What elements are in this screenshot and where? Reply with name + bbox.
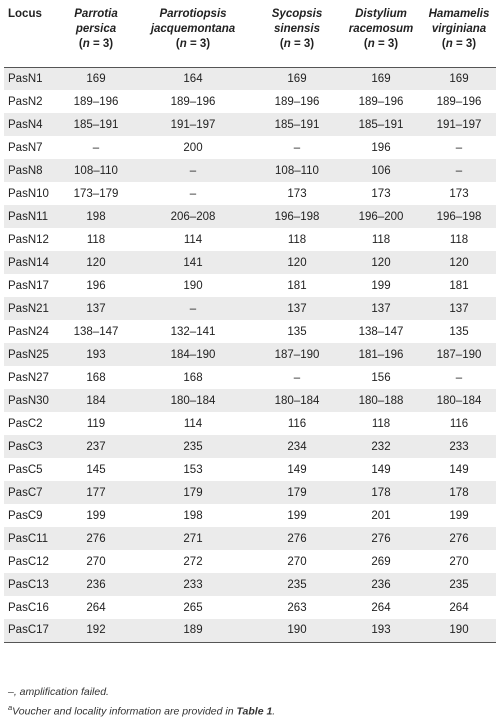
species-epithet: sinensis: [273, 23, 321, 35]
footnote-a: [8, 703, 275, 718]
allele-size-cell: 191–197: [436, 118, 482, 131]
table-row: [4, 136, 496, 159]
table-row: [4, 274, 496, 297]
sample-size: (n = 3): [78, 38, 114, 50]
allele-size-cell: 135: [449, 325, 469, 338]
allele-size-cell: 114: [183, 233, 203, 246]
allele-size-cell: 177: [86, 486, 106, 499]
allele-size-cell: 180–184: [436, 394, 482, 407]
header-locus: Locus: [4, 1, 60, 67]
table-row: [4, 481, 496, 504]
locus-cell: PasN17: [8, 279, 49, 292]
allele-size-cell: 181–196: [358, 348, 404, 361]
allele-size-cell: 180–188: [358, 394, 404, 407]
allele-size-cell: 108–110: [74, 164, 118, 177]
allele-size-cell: 276: [287, 532, 307, 545]
allele-size-cell: 149: [371, 463, 391, 476]
table-row: [4, 550, 496, 573]
allele-size-cell: 173: [287, 187, 307, 200]
allele-size-cell: 233: [183, 578, 203, 591]
sample-size: (n = 3): [279, 38, 315, 50]
allele-size-cell: 168: [183, 371, 203, 384]
footnote-a-end: .: [272, 705, 276, 718]
footnote-a-mark: a: [8, 703, 13, 712]
allele-size-cell: 272: [183, 555, 203, 568]
allele-size-cell: 190: [254, 619, 340, 642]
allele-size-cell: 137: [86, 302, 106, 315]
species-genus: Parrotiopsis: [159, 8, 227, 20]
allele-size-cell: 149: [449, 463, 469, 476]
allele-size-cell: 276: [86, 532, 106, 545]
allele-size-cell: 270: [86, 555, 106, 568]
sample-size: (n = 3): [441, 38, 477, 50]
allele-size-cell: 235: [183, 440, 203, 453]
locus-cell: PasC7: [8, 486, 43, 499]
allele-size-cell: 138–147: [358, 325, 404, 338]
species-epithet: jacquemontana: [150, 23, 236, 35]
allele-size-cell: 201: [371, 509, 391, 522]
allele-size-cell: 264: [371, 601, 391, 614]
table-row: [4, 366, 496, 389]
allele-size-cell: 232: [371, 440, 391, 453]
allele-size-cell: 135: [287, 325, 307, 338]
allele-size-cell: 263: [287, 601, 307, 614]
allele-size-cell: 118: [449, 233, 469, 246]
allele-size-cell: 187–190: [274, 348, 320, 361]
locus-cell: PasN27: [8, 371, 49, 384]
allele-size-cell: 120: [287, 256, 307, 269]
allele-size-cell: 185–191: [358, 118, 404, 131]
allele-size-cell: 199: [449, 509, 469, 522]
allele-size-cell: 190: [422, 619, 496, 642]
allele-size-cell: 185–191: [274, 118, 320, 131]
allele-size-cell: 120: [86, 256, 106, 269]
locus-cell: PasN30: [8, 394, 49, 407]
allele-size-cell: 276: [449, 532, 469, 545]
allele-size-cell: 118: [371, 417, 391, 430]
allele-size-cell: 189–196: [170, 95, 216, 108]
allele-size-cell: 164: [183, 72, 203, 85]
allele-size-table: [4, 1, 496, 643]
header-species-2: [132, 1, 254, 67]
table-row: [4, 297, 496, 320]
table-row: [4, 67, 496, 90]
allele-size-cell: 106: [371, 164, 391, 177]
allele-size-cell: 180–184: [274, 394, 320, 407]
footnote-dash: –, amplification failed.: [8, 686, 109, 698]
locus-cell: PasN11: [8, 210, 49, 223]
allele-size-cell: 265: [183, 601, 203, 614]
locus-cell: PasN7: [8, 141, 43, 154]
locus-cell: PasN21: [8, 302, 49, 315]
allele-size-cell: 236: [371, 578, 391, 591]
allele-size-cell: 236: [86, 578, 106, 591]
footnote-a-table-ref: Table 1: [236, 705, 273, 718]
table-row: [4, 113, 496, 136]
allele-size-cell: 118: [86, 233, 106, 246]
allele-size-cell: –: [293, 141, 301, 154]
allele-size-cell: 264: [449, 601, 469, 614]
locus-cell: PasN1: [8, 72, 43, 85]
table-row: [4, 412, 496, 435]
table-row: [4, 435, 496, 458]
allele-size-cell: –: [189, 302, 197, 315]
allele-size-cell: –: [455, 141, 463, 154]
sample-size: (n = 3): [175, 38, 211, 50]
allele-size-cell: 276: [371, 532, 391, 545]
allele-size-cell: –: [293, 371, 301, 384]
locus-cell: PasN12: [8, 233, 49, 246]
table-row: [4, 159, 496, 182]
table-row: [4, 320, 496, 343]
header-species-4: [340, 1, 422, 67]
locus-cell: PasC16: [8, 601, 49, 614]
header-species-5: [422, 1, 496, 67]
species-epithet: persica: [75, 23, 117, 35]
allele-size-cell: 264: [86, 601, 106, 614]
table-row: [4, 619, 496, 642]
allele-size-cell: 179: [183, 486, 203, 499]
locus-cell: PasN24: [8, 325, 49, 338]
allele-size-cell: 168: [86, 371, 106, 384]
allele-size-cell: 189: [132, 619, 254, 642]
table-body: [4, 67, 496, 642]
allele-size-cell: 191–197: [170, 118, 216, 131]
allele-size-cell: 178: [371, 486, 391, 499]
table-row: [4, 596, 496, 619]
locus-cell: PasN4: [8, 118, 43, 131]
locus-cell: PasN10: [8, 187, 49, 200]
locus-cell: PasC5: [8, 463, 43, 476]
table-row: [4, 389, 496, 412]
allele-size-cell: 184–190: [170, 348, 216, 361]
allele-size-cell: 184: [86, 394, 106, 407]
allele-size-cell: 192: [60, 619, 132, 642]
allele-size-cell: 137: [371, 302, 391, 315]
allele-size-cell: 120: [371, 256, 391, 269]
allele-size-cell: 138–147: [73, 325, 119, 338]
allele-size-cell: 234: [287, 440, 307, 453]
allele-size-cell: 200: [183, 141, 203, 154]
allele-size-cell: 198: [86, 210, 106, 223]
allele-size-cell: 137: [449, 302, 469, 315]
allele-size-cell: 153: [183, 463, 203, 476]
allele-size-cell: –: [189, 187, 197, 200]
allele-size-cell: 196: [371, 141, 391, 154]
allele-size-cell: 178: [449, 486, 469, 499]
locus-cell: PasC3: [8, 440, 43, 453]
allele-size-cell: 193: [86, 348, 106, 361]
allele-size-cell: 169: [287, 72, 307, 85]
allele-size-cell: 190: [183, 279, 203, 292]
allele-size-cell: 114: [183, 417, 203, 430]
allele-size-cell: 233: [449, 440, 469, 453]
allele-size-cell: 179: [287, 486, 307, 499]
allele-size-cell: 119: [86, 417, 106, 430]
allele-size-cell: 189–196: [436, 95, 482, 108]
allele-size-cell: 181: [287, 279, 307, 292]
allele-size-cell: 116: [287, 417, 307, 430]
allele-size-cell: –: [455, 164, 463, 177]
allele-size-cell: 189–196: [73, 95, 119, 108]
allele-size-cell: 189–196: [274, 95, 320, 108]
allele-size-cell: 196–198: [436, 210, 482, 223]
allele-size-cell: 199: [86, 509, 106, 522]
allele-size-cell: 237: [86, 440, 106, 453]
locus-cell: PasC9: [8, 509, 43, 522]
allele-size-cell: 235: [449, 578, 469, 591]
allele-size-cell: 108–110: [275, 164, 319, 177]
allele-size-cell: 118: [287, 233, 307, 246]
locus-cell: PasC2: [8, 417, 43, 430]
allele-size-cell: –: [92, 141, 100, 154]
allele-size-cell: 116: [449, 417, 469, 430]
table-row: [4, 458, 496, 481]
table-row: [4, 182, 496, 205]
species-genus: Sycopsis: [271, 8, 323, 20]
allele-size-cell: 199: [287, 509, 307, 522]
allele-size-cell: 141: [183, 256, 203, 269]
table-row: [4, 251, 496, 274]
table-row: [4, 205, 496, 228]
allele-size-cell: 271: [183, 532, 203, 545]
allele-size-cell: 169: [86, 72, 106, 85]
allele-size-cell: 193: [340, 619, 422, 642]
allele-size-cell: 180–184: [170, 394, 216, 407]
species-epithet: racemosum: [348, 23, 414, 35]
allele-size-cell: 173: [371, 187, 391, 200]
header-species-3: [254, 1, 340, 67]
allele-size-cell: 199: [371, 279, 391, 292]
allele-size-cell: 169: [371, 72, 391, 85]
allele-size-cell: 169: [449, 72, 469, 85]
locus-cell: PasN8: [8, 164, 43, 177]
table-header: [4, 1, 496, 67]
allele-size-cell: 181: [449, 279, 469, 292]
allele-size-cell: 196–198: [274, 210, 320, 223]
allele-size-cell: 206–208: [170, 210, 216, 223]
locus-cell: PasC12: [8, 555, 49, 568]
allele-size-cell: 198: [183, 509, 203, 522]
allele-size-cell: 120: [449, 256, 469, 269]
table-row: [4, 573, 496, 596]
allele-size-cell: 269: [371, 555, 391, 568]
table-row: [4, 228, 496, 251]
sample-size: (n = 3): [363, 38, 399, 50]
table-row: [4, 527, 496, 550]
footnote-a-text: Voucher and locality information are provided in: [12, 705, 237, 718]
header-species-1: [60, 1, 132, 67]
allele-size-cell: –: [455, 371, 463, 384]
allele-size-cell: 196–200: [358, 210, 404, 223]
allele-size-cell: 196: [86, 279, 106, 292]
allele-size-cell: 145: [86, 463, 106, 476]
allele-size-cell: 173: [449, 187, 469, 200]
allele-size-cell: 137: [287, 302, 307, 315]
allele-size-cell: 185–191: [73, 118, 119, 131]
species-genus: Hamamelis: [428, 8, 490, 20]
table-row: [4, 90, 496, 113]
locus-cell: PasC17: [4, 619, 60, 642]
locus-cell: PasN14: [8, 256, 49, 269]
allele-size-cell: 235: [287, 578, 307, 591]
allele-size-cell: 270: [287, 555, 307, 568]
species-epithet: virginiana: [431, 23, 487, 35]
locus-cell: PasN25: [8, 348, 49, 361]
allele-size-cell: 173–179: [73, 187, 119, 200]
species-genus: Distylium: [355, 8, 407, 20]
locus-cell: PasN2: [8, 95, 43, 108]
allele-size-cell: 187–190: [436, 348, 482, 361]
table-row: [4, 343, 496, 366]
allele-size-cell: 132–141: [170, 325, 216, 338]
locus-cell: PasC13: [8, 578, 49, 591]
table-row: [4, 504, 496, 527]
allele-size-cell: 149: [287, 463, 307, 476]
allele-size-cell: –: [189, 164, 197, 177]
locus-cell: PasC11: [8, 532, 49, 545]
allele-size-cell: 270: [449, 555, 469, 568]
allele-size-cell: 118: [371, 233, 391, 246]
allele-size-cell: 156: [371, 371, 391, 384]
species-genus: Parrotia: [74, 8, 118, 20]
allele-size-cell: 189–196: [358, 95, 404, 108]
